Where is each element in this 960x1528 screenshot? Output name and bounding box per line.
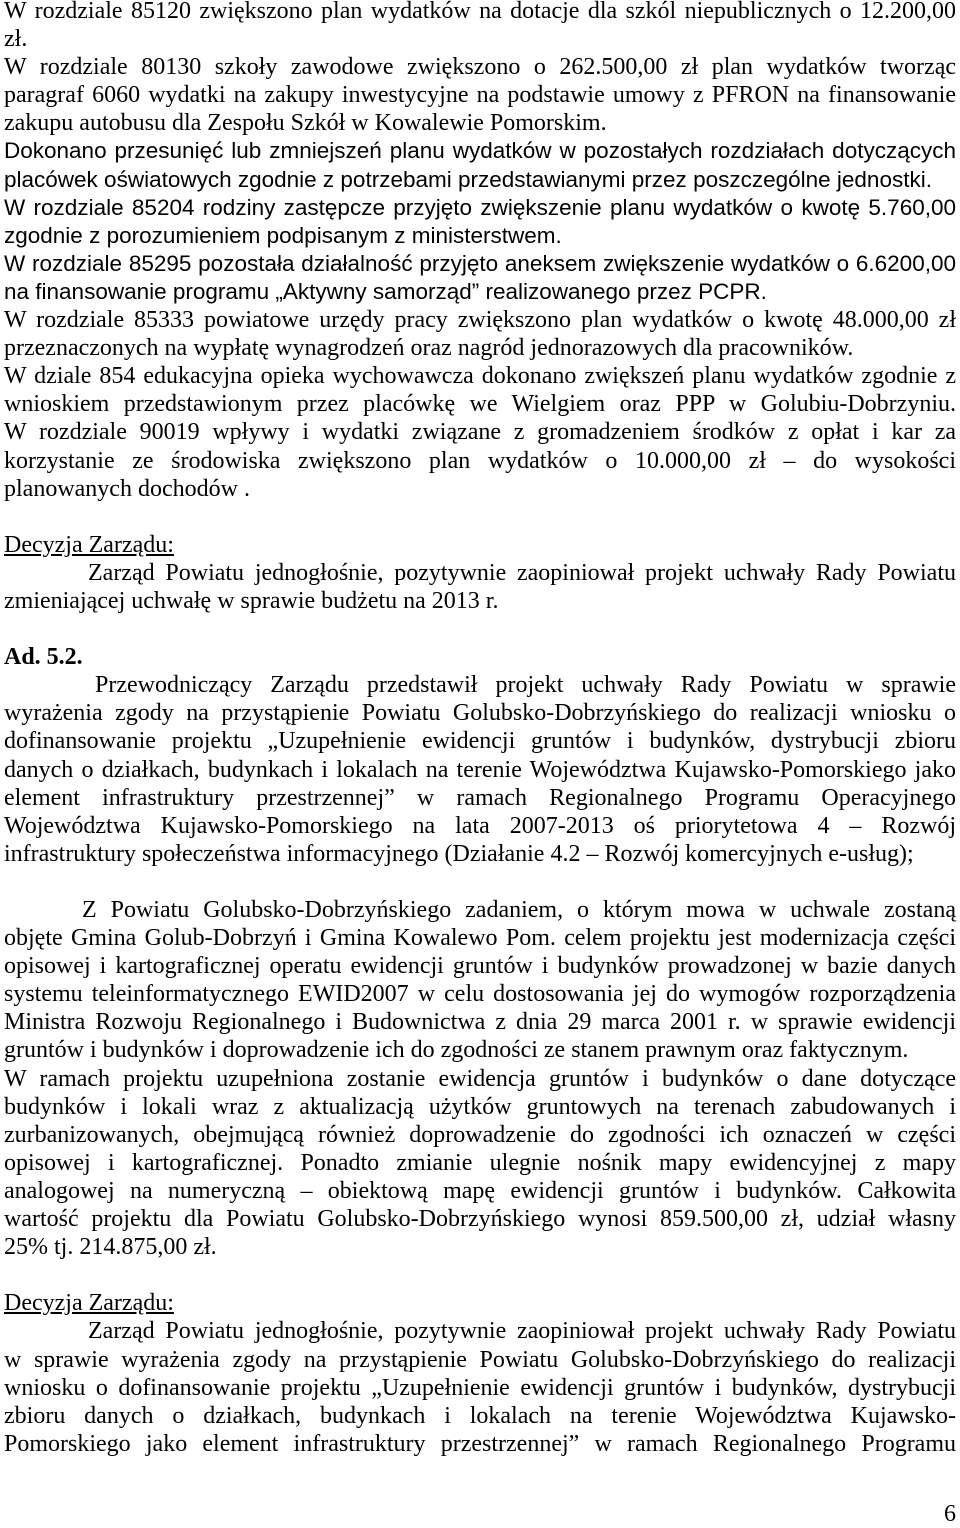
text-line: wniosku o dofinansowanie projektu „Uzupełnienie ewidencji gruntów i budynków, dystrybucji: [4, 1374, 956, 1401]
text-line: W rozdziale 85204 rodziny zastępcze przyjęto zwiększenie planu wydatków o kwotę 5.760,00: [4, 194, 956, 220]
text-line: dofinansowanie projektu „Uzupełnienie ewidencji gruntów i budynków, dystrybucji zbioru: [4, 728, 956, 755]
text-line: systemu teleinformatycznego EWID2007 w celu dostosowania jej do wymogów rozporządzenia: [4, 981, 956, 1008]
text-line: W ramach projektu uzupełniona zostanie ewidencja gruntów i budynków o dane dotyczące: [4, 1065, 956, 1092]
text-line: Ad. 5.2.: [4, 644, 83, 671]
paragraph-rozdzial-85295: [4, 250, 956, 306]
text-line: w sprawie wyrażenia zgody na przystąpienie Powiatu Golubsko-Dobrzyńskiego do realizacji: [4, 1346, 956, 1373]
decision-heading: [4, 531, 956, 559]
blank-line: [4, 868, 956, 896]
text-line: opisowej i kartograficznej. Ponadto zmianie ulegnie nośnik mapy ewidencyjnej z mapy: [4, 1149, 956, 1176]
text-line: zgodnie z porozumieniem podpisanym z ministerstwem.: [4, 222, 562, 248]
text-line: danych o działkach, budynkach i lokalach na terenie Województwa Kujawsko-Pomorskiego jako: [4, 756, 956, 783]
decision-text: [4, 559, 956, 615]
text-line: wartość projektu dla Powiatu Golubsko-Dobrzyńskiego wynosi 859.500,00 zł, udział własny: [4, 1206, 956, 1233]
text-line: zbioru danych o działkach, budynkach i lokalach na terenie Województwa Kujawsko-: [4, 1402, 956, 1429]
text-line: W rozdziale 85295 pozostała działalność przyjęto aneksem zwiększenie wydatków o 6.6200,00: [4, 250, 956, 276]
text-line: wnioskiem przedstawionym przez placówkę we Wielgiem oraz PPP w Golubiu-Dobrzyniu.: [4, 391, 956, 418]
text-line: W dziale 854 edukacyjna opieka wychowawcza dokonano zwiększeń planu wydatków zgodnie z: [4, 363, 956, 390]
agenda-item-label: [4, 643, 956, 671]
text-line: zmieniającej uchwałę w sprawie budżetu na 2013 r.: [4, 587, 499, 614]
page-body: [4, 0, 956, 1458]
paragraph-rozdzial-85204: [4, 194, 956, 250]
paragraph-rozdzial-90019: [4, 418, 956, 502]
text-line: Województwa Kujawsko-Pomorskiego na lata 2007-2013 oś priorytetowa 4 – Rozwój: [4, 812, 956, 839]
paragraph-rozdzial-80130: [4, 53, 956, 137]
text-line: opisowej i kartograficznej operatu ewidencji gruntów i budynków prowadzonej w bazie danych: [4, 953, 956, 980]
text-line: W rozdziale 85120 zwiększono plan wydatków na dotacje dla szkól niepublicznych o 12.200,00: [4, 0, 956, 24]
text-line: placówek oświatowych zgodnie z potrzebami przedstawianymi przez poszczególne jednostki.: [4, 166, 932, 192]
decision-heading: [4, 1289, 956, 1317]
page-number: 6: [944, 1501, 956, 1527]
text-line: korzystanie ze środowiska zwiększono plan wydatków o 10.000,00 zł – do wysokości: [4, 447, 956, 474]
text-line: Decyzja Zarządu:: [4, 531, 174, 558]
blank-line: [4, 615, 956, 643]
text-line: gruntów i budynków i doprowadzenie ich do zgodności ze stanem prawnym oraz faktycznym.: [4, 1037, 909, 1064]
paragraph-rozdzial-85120: [4, 0, 956, 53]
text-line: przeznaczonych na wypłatę wynagrodzeń oraz nagród jednorazowych dla pracowników.: [4, 335, 854, 362]
text-line: analogowej na numeryczną – obiektową mapę ewidencji gruntów i budynków. Całkowita: [4, 1177, 956, 1204]
paragraph-project-presentation: [4, 671, 956, 868]
text-line: Pomorskiego jako element infrastruktury przestrzennej” w ramach Regionalnego Programu: [4, 1430, 956, 1457]
paragraph-project-details: [4, 1065, 956, 1262]
text-line: planowanych dochodów .: [4, 475, 250, 502]
text-line: paragraf 6060 wydatki na zakupy inwestycyjne na podstawie umowy z PFRON na finansowanie: [4, 82, 956, 109]
paragraph-przesuniecia: [4, 137, 956, 193]
text-line: 25% tj. 214.875,00 zł.: [4, 1234, 217, 1261]
paragraph-rozdzial-85333: [4, 306, 956, 362]
text-line: zł.: [4, 26, 28, 53]
text-line: zakupu autobusu dla Zespołu Szkół w Kowalewie Pomorskim.: [4, 110, 607, 137]
paragraph-project-scope: [4, 896, 956, 1065]
blank-line: [4, 1261, 956, 1289]
text-line: Zarząd Powiatu jednogłośnie, pozytywnie zaopiniował projekt uchwały Rady Powiatu: [88, 559, 956, 586]
text-line: W rozdziale 90019 wpływy i wydatki związane z gromadzeniem środków z opłat i kar za: [4, 419, 956, 446]
text-line: wyrażenia zgody na przystąpienie Powiatu Golubsko-Dobrzyńskiego do realizacji wniosku o: [4, 700, 956, 727]
paragraph-dzial-854: [4, 362, 956, 418]
text-line: Z Powiatu Golubsko-Dobrzyńskiego zadaniem, o którym mowa w uchwale zostaną: [82, 897, 956, 923]
text-line: Decyzja Zarządu:: [4, 1290, 174, 1317]
text-line: na finansowanie programu „Aktywny samorząd” realizowanego przez PCPR.: [4, 278, 767, 304]
text-line: element infrastruktury przestrzennej” w ramach Regionalnego Programu Operacyjnego: [4, 784, 956, 811]
text-line: Przewodniczący Zarządu przedstawił projekt uchwały Rady Powiatu w sprawie: [95, 672, 956, 699]
blank-line: [4, 503, 956, 531]
text-line: infrastruktury społeczeństwa informacyjnego (Działanie 4.2 – Rozwój komercyjnych e-usług);: [4, 840, 914, 867]
text-line: Zarząd Powiatu jednogłośnie, pozytywnie zaopiniował projekt uchwały Rady Powiatu: [88, 1318, 956, 1345]
text-line: W rozdziale 85333 powiatowe urzędy pracy zwiększono plan wydatków o kwotę 48.000,00 zł: [4, 307, 956, 334]
text-line: budynków i lokali wraz z aktualizacją użytków gruntowych na terenach zabudowanych i: [4, 1093, 956, 1120]
text-line: objęte Gmina Golub-Dobrzyń i Gmina Kowalewo Pom. celem projektu jest modernizacja części: [4, 925, 956, 952]
text-line: W rozdziale 80130 szkoły zawodowe zwiększono o 262.500,00 zł plan wydatków tworząc: [4, 54, 956, 81]
text-line: Ministra Rozwoju Regionalnego i Budownictwa z dnia 29 marca 2001 r. w sprawie ewidencji: [4, 1009, 956, 1036]
decision-text: [4, 1317, 956, 1457]
text-line: Dokonano przesunięć lub zmniejszeń planu wydatków w pozostałych rozdziałach dotyczących: [4, 138, 956, 164]
text-line: zurbanizowanych, obejmującą również doprowadzenie do zgodności ich oznaczeń w części: [4, 1121, 956, 1148]
